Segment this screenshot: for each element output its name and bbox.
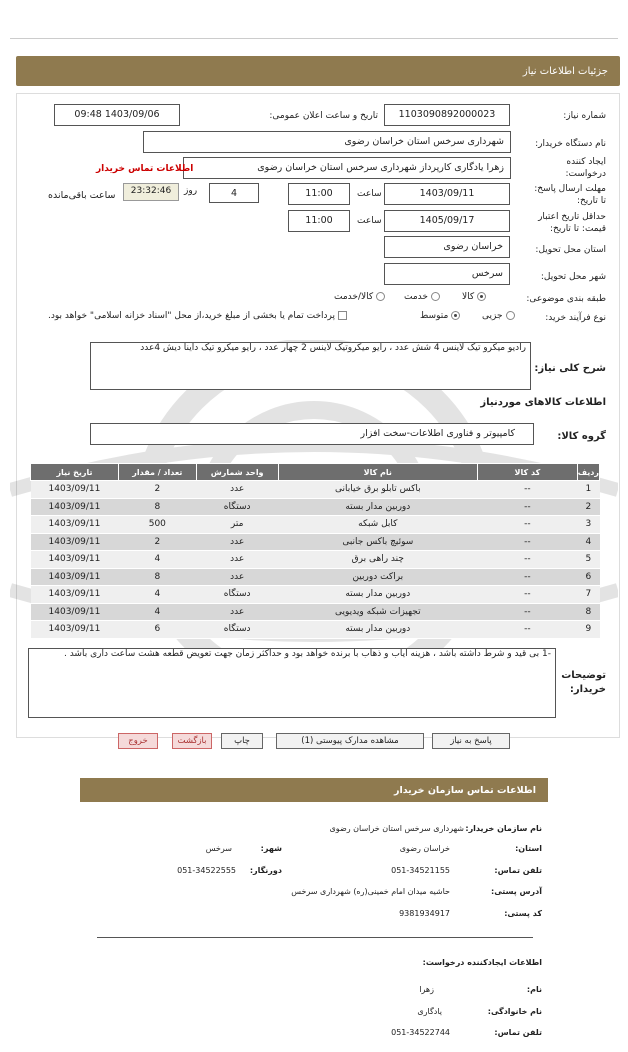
need-number-label: شماره نیاز: [563, 111, 606, 121]
cell-unit: متر [196, 516, 278, 534]
cell-name: دوربین مدار بسته [278, 586, 477, 604]
cell-date: 1403/09/11 [31, 516, 119, 534]
category-option-goods[interactable]: کالا [462, 292, 486, 302]
cell-date: 1403/09/11 [31, 603, 119, 621]
col-row: ردیف [577, 464, 599, 481]
cell-unit: عدد [196, 568, 278, 586]
col-name: نام کالا [278, 464, 477, 481]
contact-city-label: شهر: [260, 844, 282, 853]
cell-name: چند راهی برق [278, 551, 477, 569]
summary-field: رادیو میکرو تیک لاینس 4 شش عدد ، رایو میکروتیک لاینس 2 چهار عدد ، رایو میکرو تیک داینا دیش 4عدد [90, 342, 531, 390]
city-field: سرخس [384, 263, 510, 285]
col-date: تاریخ نیاز [31, 464, 119, 481]
goods-table [30, 463, 600, 639]
cell-date: 1403/09/11 [31, 498, 119, 516]
radio-icon [451, 311, 460, 320]
table-row [31, 621, 600, 639]
buyer-notes-field: -1 بی قید و شرط داشته باشد ، هزینه ایاب و ذهاب با برنده خواهد بود و حداکثر زمان جهت تعویض قطعه هشت ساعت داری باشد . [28, 648, 556, 718]
radio-icon [431, 292, 440, 301]
contact-postal: 9381934917 [399, 909, 450, 918]
buyer-org-field: شهرداری سرخس استان خراسان رضوی [143, 131, 511, 153]
cell-name: تجهیزات شبکه ویدیویی [278, 603, 477, 621]
print-button[interactable]: چاپ [221, 733, 263, 749]
table-header-row [31, 464, 600, 481]
cell-name: دوربین مدار بسته [278, 498, 477, 516]
cell-unit: دستگاه [196, 498, 278, 516]
cell-unit: عدد [196, 481, 278, 499]
contact-postal-label: کد پستی: [504, 909, 542, 918]
cell-date: 1403/09/11 [31, 551, 119, 569]
radio-icon [506, 311, 515, 320]
creator-label: ایجاد کننده [566, 157, 606, 167]
cell-date: 1403/09/11 [31, 533, 119, 551]
table-row [31, 533, 600, 551]
contact-address: حاشیه میدان امام خمینی(ره) شهرداری سرخس [291, 887, 450, 896]
contact-city: سرخس [205, 844, 232, 853]
creator-field: زهرا یادگاری کارپرداز شهرداری سرخس استان خراسان رضوی [183, 157, 511, 179]
cell-name: براکت دوربین [278, 568, 477, 586]
contact-address-label: آدرس پستی: [491, 887, 542, 896]
process-label: نوع فرآیند خرید: [545, 313, 606, 323]
deadline-time-label: ساعت [357, 189, 382, 199]
category-option-both[interactable]: کالا/خدمت [334, 292, 385, 302]
radio-icon [376, 292, 385, 301]
validity-label: حداقل تاریخ اعتبار [538, 212, 606, 222]
treasury-payment-checkbox[interactable]: پرداخت تمام یا بخشی از مبلغ خرید،از محل "اسناد خزانه اسلامی" خواهد بود. [48, 311, 347, 321]
cell-row: 6 [577, 568, 599, 586]
cell-name: سوئیچ باکس جانبی [278, 533, 477, 551]
cell-qty: 4 [118, 603, 196, 621]
table-row [31, 586, 600, 604]
creator-label-2: درخواست: [565, 169, 606, 179]
summary-label: شرح کلی نیاز: [534, 363, 606, 374]
cell-row: 5 [577, 551, 599, 569]
validity-date-field: 1405/09/17 [384, 210, 510, 232]
cell-unit: عدد [196, 551, 278, 569]
remaining-time: 23:32:46 [123, 183, 179, 201]
contact-province: خراسان رضوی [399, 844, 450, 853]
contact-section-title: اطلاعات تماس سازمان خریدار [80, 778, 548, 802]
deadline-label-2: تا تاریخ: [576, 196, 606, 206]
top-divider [10, 38, 618, 39]
cell-name: دوربین مدار بسته [278, 621, 477, 639]
process-option-medium[interactable]: متوسط [420, 311, 460, 321]
creator-name-label: نام: [526, 985, 542, 994]
validity-label-2: قیمت: تا تاریخ: [550, 224, 606, 234]
contact-phone-label: تلفن تماس: [494, 866, 542, 875]
cell-unit: دستگاه [196, 586, 278, 604]
buyer-notes-label-2: خریدار: [569, 684, 606, 695]
validity-time-field: 11:00 [288, 210, 350, 232]
remaining-label: ساعت باقی‌مانده [48, 190, 116, 201]
cell-code: -- [478, 481, 578, 499]
contact-province-label: استان: [515, 844, 542, 853]
cell-code: -- [478, 603, 578, 621]
table-row [31, 516, 600, 534]
cell-date: 1403/09/11 [31, 568, 119, 586]
cell-row: 1 [577, 481, 599, 499]
need-number-field: 1103090892000023 [384, 104, 510, 126]
cell-code: -- [478, 621, 578, 639]
cell-name: کابل شبکه [278, 516, 477, 534]
cell-date: 1403/09/11 [31, 586, 119, 604]
cell-date: 1403/09/11 [31, 481, 119, 499]
announce-field: 1403/09/06 09:48 [54, 104, 180, 126]
creator-phone: 051-34522744 [391, 1028, 450, 1037]
attachments-button[interactable]: مشاهده مدارک پیوستی (1) [276, 733, 424, 749]
page-title: جزئیات اطلاعات نیاز [16, 56, 620, 86]
contact-phone: 051-34521155 [391, 866, 450, 875]
cell-qty: 4 [118, 551, 196, 569]
days-field: 4 [209, 183, 259, 203]
cell-code: -- [478, 586, 578, 604]
category-label: طبقه بندی موضوعی: [526, 294, 606, 304]
contact-fax-label: دورنگار: [249, 866, 282, 875]
city-label: شهر محل تحویل: [540, 272, 606, 282]
cell-row: 9 [577, 621, 599, 639]
cell-qty: 500 [118, 516, 196, 534]
days-label: روز [184, 186, 198, 196]
buyer-org-label: نام دستگاه خریدار: [535, 139, 606, 149]
table-row [31, 568, 600, 586]
exit-button[interactable]: خروج [118, 733, 158, 749]
buyer-notes-label: توضیحات [561, 670, 606, 681]
cell-row: 8 [577, 603, 599, 621]
creator-info-title: اطلاعات ایجادکننده درخواست: [422, 958, 542, 967]
creator-phone-label: تلفن تماس: [494, 1028, 542, 1037]
category-option-service[interactable]: خدمت [404, 292, 440, 302]
cell-unit: عدد [196, 603, 278, 621]
table-row [31, 551, 600, 569]
goods-group-field: کامپیوتر و فناوری اطلاعات-سخت افزار [90, 423, 534, 445]
goods-group-label: گروه کالا: [557, 431, 606, 442]
province-label: استان محل تحویل: [535, 245, 606, 255]
cell-code: -- [478, 516, 578, 534]
col-qty: تعداد / مقدار [118, 464, 196, 481]
validity-time-label: ساعت [357, 216, 382, 226]
table-row [31, 498, 600, 516]
cell-qty: 6 [118, 621, 196, 639]
cell-qty: 2 [118, 533, 196, 551]
cell-code: -- [478, 498, 578, 516]
deadline-label: مهلت ارسال پاسخ: [534, 184, 606, 194]
cell-code: -- [478, 533, 578, 551]
contact-org: شهرداری سرخس استان خراسان رضوی [329, 824, 464, 833]
cell-code: -- [478, 568, 578, 586]
back-button[interactable]: بازگشت [172, 733, 212, 749]
cell-code: -- [478, 551, 578, 569]
cell-qty: 2 [118, 481, 196, 499]
province-field: خراسان رضوی [384, 236, 510, 258]
process-option-minor[interactable]: جزیی [482, 311, 515, 321]
col-unit: واحد شمارش [196, 464, 278, 481]
reply-button[interactable]: پاسخ به نیاز [432, 733, 510, 749]
cell-unit: دستگاه [196, 621, 278, 639]
cell-date: 1403/09/11 [31, 621, 119, 639]
cell-row: 2 [577, 498, 599, 516]
cell-row: 7 [577, 586, 599, 604]
cell-name: باکس تابلو برق خیابانی [278, 481, 477, 499]
creator-family-label: نام خانوادگی: [487, 1007, 542, 1016]
cell-qty: 8 [118, 568, 196, 586]
cell-qty: 8 [118, 498, 196, 516]
cell-qty: 4 [118, 586, 196, 604]
cell-row: 4 [577, 533, 599, 551]
creator-family: یادگاری [417, 1007, 442, 1016]
table-row [31, 603, 600, 621]
col-code: کد کالا [478, 464, 578, 481]
cell-row: 3 [577, 516, 599, 534]
checkbox-icon [338, 311, 347, 320]
contact-org-label: نام سازمان خریدار: [465, 824, 542, 833]
buyer-contact-link[interactable]: اطلاعات تماس خریدار [96, 164, 194, 174]
creator-name: زهرا [419, 985, 434, 994]
contact-divider [97, 937, 533, 938]
contact-fax: 051-34522555 [177, 866, 236, 875]
table-row [31, 481, 600, 499]
cell-unit: عدد [196, 533, 278, 551]
radio-icon [477, 292, 486, 301]
deadline-date-field: 1403/09/11 [384, 183, 510, 205]
goods-info-title: اطلاعات کالاهای موردنیاز [480, 397, 606, 408]
announce-label: تاریخ و ساعت اعلان عمومی: [269, 111, 378, 121]
deadline-time-field: 11:00 [288, 183, 350, 205]
